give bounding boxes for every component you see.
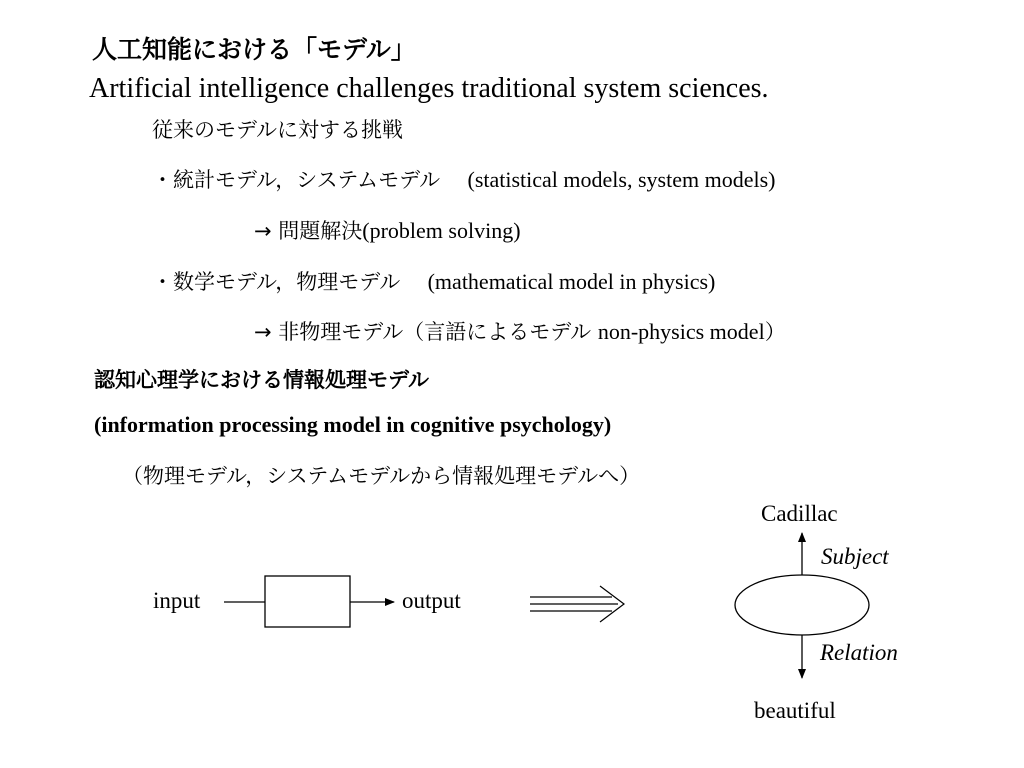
- line-jp: ・統計モデル，システムモデル: [152, 168, 441, 192]
- process-box: [265, 576, 350, 627]
- line-tail: ）: [764, 320, 786, 344]
- concept-node: [735, 575, 869, 635]
- page-title: 人工知能における「モデル」: [92, 35, 416, 64]
- line-en: (mathematical model in physics): [427, 269, 716, 294]
- implies-arrow-icon: [530, 586, 624, 622]
- input-label: input: [153, 588, 201, 613]
- output-label: output: [402, 588, 461, 613]
- arrow-line-problem-solving: [254, 215, 521, 245]
- section-subtitle: (information processing model in cognitive psychology): [94, 412, 612, 437]
- bullet-line-statistical: [152, 164, 775, 194]
- subject-node-label: Cadillac: [761, 501, 838, 526]
- line-en: (problem solving): [362, 218, 521, 243]
- intro-text: 従来のモデルに対する挑戦: [152, 118, 403, 142]
- line-jp: → 問題解決: [254, 219, 363, 243]
- section-title: 認知心理学における情報処理モデル: [94, 368, 429, 392]
- line-en: non-physics model: [597, 319, 765, 344]
- arrow-line-non-physics: [254, 316, 786, 346]
- line-jp: ・数学モデル，物理モデル: [152, 270, 401, 294]
- section-note: （物理モデル，システムモデルから情報処理モデルへ）: [122, 464, 641, 488]
- bullet-line-mathematical: [152, 266, 715, 296]
- line-jp: → 非物理モデル（言語によるモデル: [254, 320, 592, 344]
- relation-edge-label: Relation: [820, 640, 898, 665]
- relation-node-label: beautiful: [754, 698, 836, 723]
- page-subtitle: Artificial intelligence challenges traditional system sciences.: [89, 73, 769, 104]
- subject-edge-label: Subject: [821, 544, 889, 569]
- line-en: (statistical models, system models): [467, 167, 776, 192]
